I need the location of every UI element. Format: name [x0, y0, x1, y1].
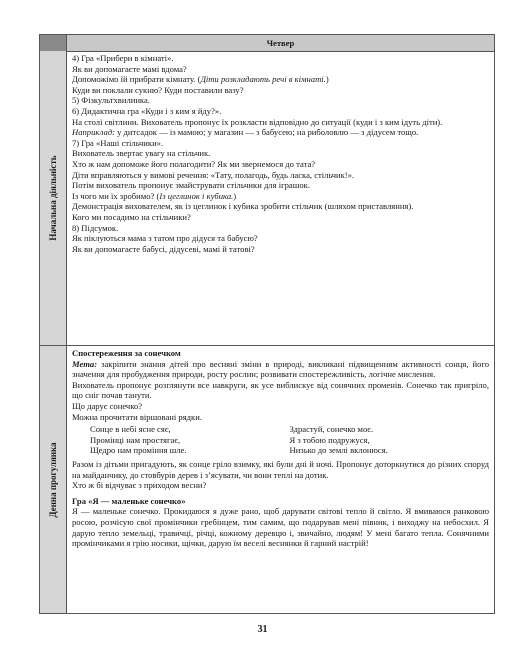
day-title: Четвер: [67, 35, 494, 51]
text-line: Потім вихователь пропонує змайструвати стільчики для іграшок.: [72, 180, 310, 191]
schedule-table: [39, 34, 495, 614]
text-line: Демонстрація вихователем, як із цеглинок і кубика зробити стільчик (шляхом приставляння).: [72, 201, 414, 212]
text-line: 6) Дидактична гра «Куди і з ким я йду?».: [72, 105, 222, 116]
text-line: Допоможімо їй прибрати кімнату. (Діти розкладають речі в кімнаті.): [72, 74, 329, 85]
text-line: Кого ми посадимо на стільчики?: [72, 211, 191, 222]
header-corner: [40, 35, 67, 51]
text-line: Із чого ми їх зробимо? (Із цеглинок і кубика.): [72, 190, 237, 201]
poem-line: Низько до землі вклонюся.: [289, 445, 388, 456]
text-paragraph: Я — маленьке сонечко. Прокидаюся я дуже рано, щоб дарувати світові тепло й світло. Я вмиваюся ранковою росою, розчісую свої промінчики гребінцем, тим самим, що подарував мені півник, і виходжу на небосхил. Я дарую тепло земельці, травичці, річці, кожному деревцю і, звичайно, людям! У мені багато тепла. Сонячними промінчиками я грію носики, щічки, дарую їм веселі веснянки й гарний настрій!: [72, 506, 489, 549]
text-line: Наприклад: у дитсадок — із мамою; у магазин — з бабусею; на риболовлю — з дідусем тощо.: [72, 127, 419, 138]
text-line: Як піклуються мама з татом про дідуся та бабусю?: [72, 233, 258, 244]
activity-title: Гра «Я — маленьке сонечко»: [72, 495, 186, 506]
text-line: Куди ви поклали сукню? Куди поставили вазу?: [72, 84, 244, 95]
page-number: 31: [257, 624, 268, 635]
text-line: Як ви допомагаєте бабусі, дідусеві, мамі й татові?: [72, 243, 255, 254]
text-line: На столі світлини. Вихователь пропонує їх розкласти відповідно до ситуації (куди і з ким ідуть діти).: [72, 116, 443, 127]
section-label: Начальна діяльність: [48, 155, 58, 241]
text-line: Як ви допомагаєте мамі вдома?: [72, 63, 187, 74]
text-line: 8) Підсумок.: [72, 222, 119, 233]
text-line: Хто ж бі відчуває з приходом весни?: [72, 480, 207, 491]
text-paragraph: Вихователь пропонує розглянути все навкруги, як усе виблискує від сонячних променів. Сонечко так пригріло, що сніг почав танути.: [72, 379, 489, 401]
text-line: Що дарує сонечко?: [72, 400, 143, 411]
section-label-cell: [40, 51, 67, 345]
text-line: Можна прочитати віршовані рядки.: [72, 411, 202, 422]
text-line: Хто ж нам допоможе його полагодити? Як ми звернемося до тата?: [72, 158, 316, 169]
section-content: [67, 51, 494, 345]
activity-title: Спостереження за сонечком: [72, 348, 181, 358]
text-line: Вихователь звертає увагу на стільчик.: [72, 148, 211, 159]
section-walk: [40, 346, 494, 613]
table-header: [40, 35, 494, 52]
text-line: 7) Гра «Наші стільчики».: [72, 137, 164, 148]
text-line: 5) Фізкультхвилинка.: [72, 95, 150, 106]
poem-line: Сонце в небі ясне сяє,: [90, 424, 171, 435]
poem-line: Здрастуй, сонечко моє.: [289, 424, 374, 435]
text-line: 4) Гра «Прибери в кімнаті».: [72, 53, 174, 63]
section-learning: [40, 51, 494, 346]
poem-line: Щедро нам проміння шле.: [90, 445, 187, 456]
section-content: [67, 346, 494, 613]
text-paragraph: Разом із дітьми пригадують, як сонце гріло взимку, які були дні й ночі. Пропонує доторкнутися до різних споруд на майданчику, до стовбурів дерев і з’ясувати, чи вони теплі на дотик.: [72, 458, 489, 480]
section-label: Денна прогулянка: [48, 441, 58, 518]
poem: [72, 424, 489, 456]
goal-paragraph: Мета: закріпити знання дітей про весняні зміни в природі, викликані підвищенням активності сонця, його значення для пробудження природи, росту рослин; розвивати спостережливість, логічне мислення.: [72, 358, 489, 380]
text-line: Діти вправляються у вимові речення: «Тату, полагодь, будь ласка, стільчик!».: [72, 169, 355, 180]
poem-line: Я з тобою подружуся,: [289, 434, 370, 445]
section-label-cell: [40, 346, 67, 613]
poem-line: Промінці нам простягає,: [90, 434, 181, 445]
